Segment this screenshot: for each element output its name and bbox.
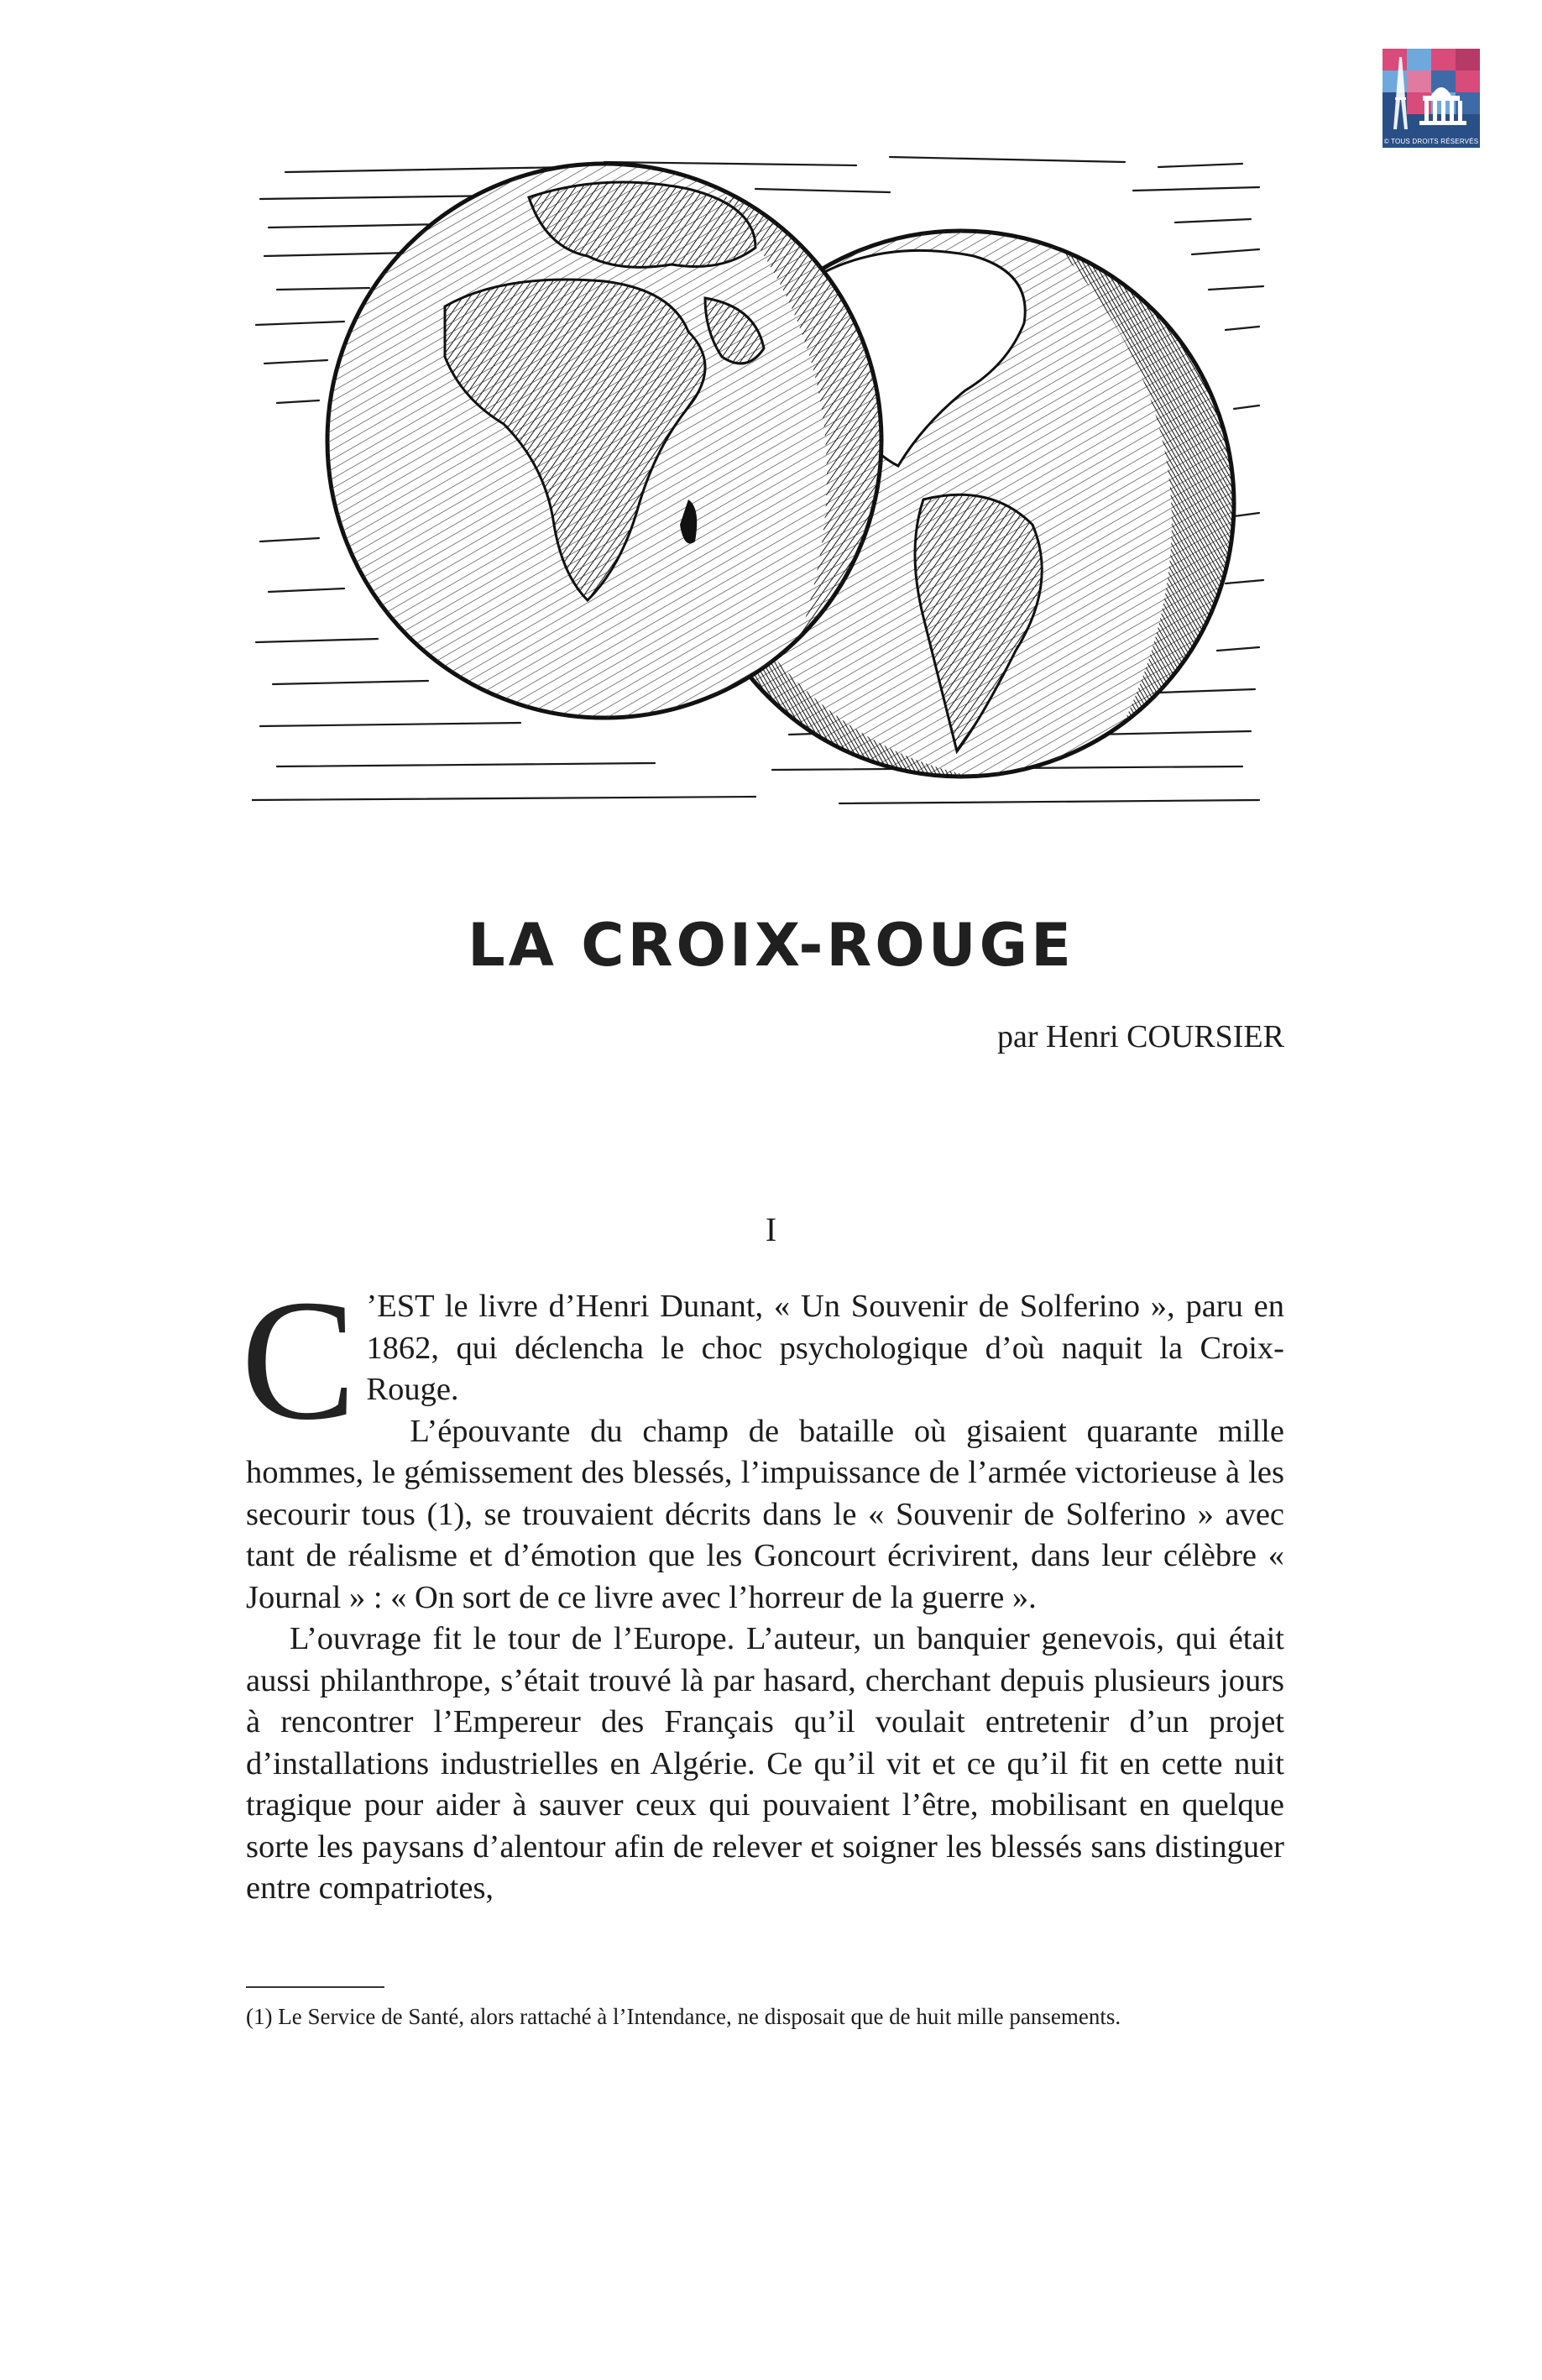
- paragraph-1-text: ’EST le livre d’Henri Dunant, « Un Souvenir de Solferino », paru en 1862, qui déclencha le choc psychologique d’où naquit la Croix-Rouge.: [366, 1289, 1284, 1407]
- logo-mosaic-icon: [1383, 49, 1480, 136]
- drop-cap: C: [241, 1263, 357, 1456]
- paragraph-1: [241, 1263, 1284, 1456]
- publisher-logo: [1383, 49, 1480, 148]
- article-byline: par Henri COURSIER: [997, 1019, 1284, 1054]
- footnote-divider: [246, 1986, 384, 1988]
- two-globes-engraving-icon: [252, 147, 1268, 810]
- section-number: I: [765, 1211, 777, 1248]
- paragraph-2: L’épouvante du champ de bataille où gisaient quarante mille hommes, le gémissement des blessés, l’impuissance de l’armée victorieuse à les secourir tous (1), se trouvaient décrits dans le « Souvenir de Solferino » avec tant de réalisme et d’émotion que les Goncourt écrivirent, dans leur célèbre « Journal » : « On sort de ce livre avec l’horreur de la guerre ».: [246, 1413, 1284, 1615]
- footnote: (1) Le Service de Santé, alors rattaché à l’Intendance, ne disposait que de huit mille pansements.: [246, 2004, 1121, 2029]
- article-title: LA CROIX-ROUGE: [468, 911, 1074, 980]
- logo-caption: © TOUS DROITS RÉSERVÉS: [1383, 136, 1480, 148]
- paragraph-3: L’ouvrage fit le tour de l’Europe. L’auteur, un banquier genevois, qui était aussi philanthrope, s’était trouvé là par hasard, cherchant depuis plusieurs jours à rencontrer l’Empereur des Français qu’il voulait entretenir d’un projet d’installations industrielles en Algérie. Ce qu’il vit et ce qu’il fit en cette nuit tragique pour aider à sauver ceux qui pouvaient l’être, mobilisant en quelque sorte les paysans d’alentour afin de relever et soigner les blessés sans distinguer entre compatriotes,: [246, 1621, 1284, 1906]
- article-body: [241, 1263, 1284, 1910]
